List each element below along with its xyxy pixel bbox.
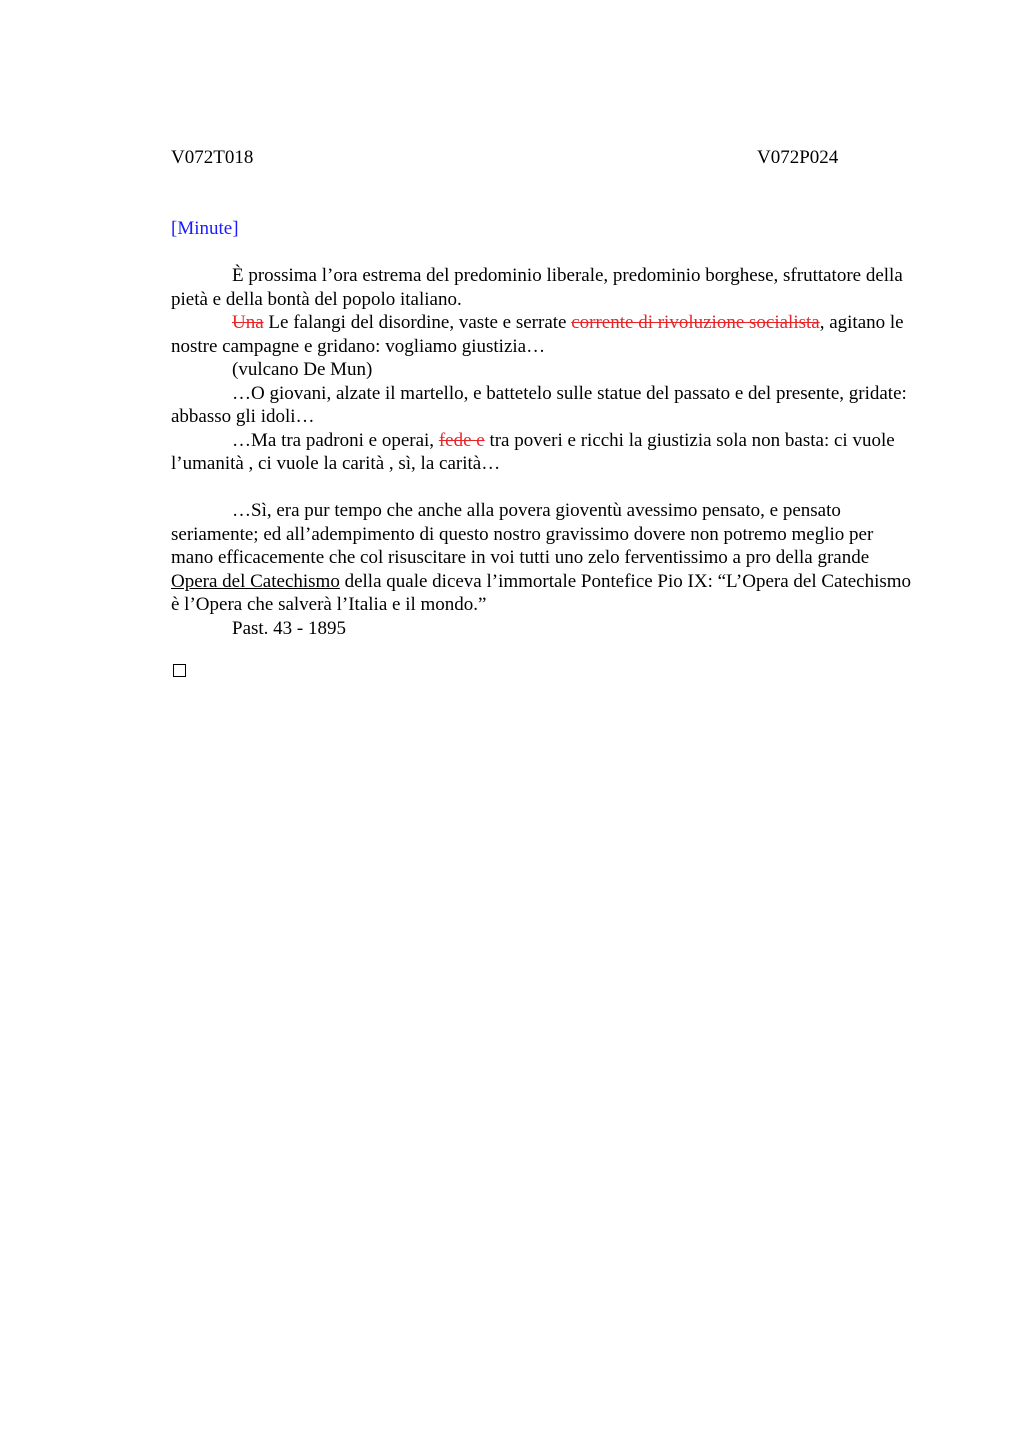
paragraph-6 [171,499,919,617]
deleted-text: corrente di rivoluzione socialista [571,312,820,333]
paragraph-4: …O giovani, alzate il martello, e battetelo sulle statue del passato e del presente, gridate: abbasso gli idoli… [171,382,907,427]
paragraph-2 [171,311,919,358]
volume-page-code: V072P024 [757,147,839,168]
paragraph-text: tra poveri e ricchi la giustizia sola non basta: ci vuole l’umanità , ci vuole la carità , sì, la carità… [171,429,895,474]
paragraph-text: della quale diceva l’immortale Pontefice Pio IX: “L’Opera del Catechismo è l’Opera che salverà l’Italia e il mondo.” [171,570,912,615]
paragraph-spacer [171,476,919,500]
volume-text-code: V072T018 [171,147,254,168]
paragraph-text: , agitano le nostre campagne e gridano: vogliamo giustizia… [171,312,904,357]
paragraph-3: (vulcano De Mun) [232,359,373,380]
section-label: [Minute] [171,218,239,239]
paragraph-text: Le falangi del disordine, vaste e serrate [263,312,572,333]
paragraph-1: È prossima l’ora estrema del predominio liberale, predominio borghese, sfruttatore della pietà e della bontà del popolo italiano. [171,265,903,310]
document-header [171,146,919,170]
underlined-title: Opera del Catechismo [171,570,340,592]
deleted-text: fede e [438,429,485,451]
source-reference: Past. 43 - 1895 [232,617,346,639]
paragraph-text: …Ma tra padroni e operai, [232,429,439,451]
deleted-text: Una [232,312,264,333]
paragraph-text: …Sì, era pur tempo che anche alla povera gioventù avessimo pensato, e pensato seriamente; ed all’adempimento di questo nostro gravissimo dovere non potremo meglio per mano efficacemente che col risuscitare in voi tutti uno zelo ferventissimo a pro della grande [171,500,874,568]
paragraph-5 [171,429,919,476]
document-body [171,264,919,640]
document-page [171,146,919,677]
empty-square-icon [173,664,186,677]
